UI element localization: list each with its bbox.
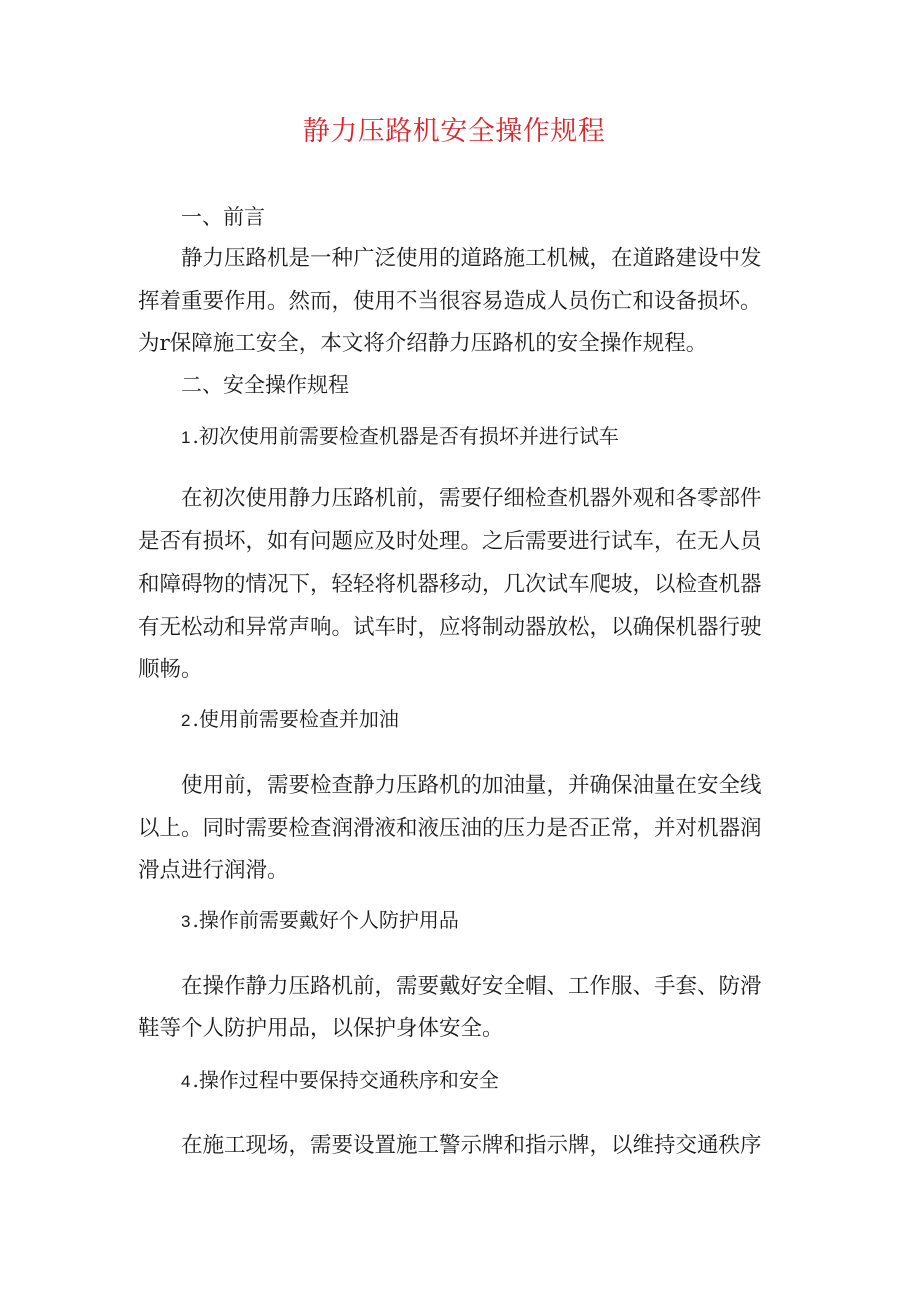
- section-heading-procedures: 二、安全操作规程: [181, 373, 349, 397]
- item-number: 2: [181, 711, 191, 730]
- item-heading: [181, 704, 399, 736]
- item-title: .使用前需要检查并加油: [192, 707, 399, 731]
- paragraph-line: 和障碍物的情况下，轻轻将机器移动，几次试车爬坡，以检查机器: [138, 572, 762, 597]
- item-title: .操作过程中要保持交通秩序和安全: [192, 1068, 499, 1092]
- paragraph-line: 鞋等个人防护用品，以保护身体安全。: [138, 1016, 504, 1041]
- item-title: .初次使用前需要检查机器是否有损坏并进行试车: [192, 424, 619, 448]
- paragraph-line: 顺畅。: [138, 657, 203, 682]
- paragraph-line: 以上。同时需要检查润滑液和液压油的压力是否正常，并对机器润: [138, 816, 762, 841]
- paragraph-line: 滑点进行润滑。: [138, 858, 289, 883]
- item-number: 3: [181, 912, 191, 931]
- paragraph-line: 有无松动和异常声响。试车时，应将制动器放松，以确保机器行驶: [138, 615, 762, 640]
- paragraph-line: 挥着重要作用。然而，使用不当很容易造成人员伤亡和设备损坏。: [138, 289, 762, 314]
- item-heading: [181, 905, 459, 937]
- item-number: 4: [181, 1072, 191, 1091]
- paragraph-line: 为r保障施工安全，本文将介绍静力压路机的安全操作规程。: [138, 331, 708, 356]
- section-heading-preface: 一、前言: [181, 205, 265, 229]
- paragraph-line: 在初次使用静力压路机前，需要仔细检查机器外观和各零部件: [181, 486, 762, 511]
- paragraph-line: 是否有损坏，如有问题应及时处理。之后需要进行试车，在无人员: [138, 529, 762, 554]
- item-heading: [181, 1065, 499, 1097]
- document-title: 静力压路机安全操作规程: [302, 116, 606, 147]
- item-title: .操作前需要戴好个人防护用品: [192, 908, 459, 932]
- item-heading: [181, 421, 619, 453]
- paragraph-line: 在操作静力压路机前，需要戴好安全帽、工作服、手套、防滑: [181, 974, 762, 999]
- item-number: 1: [181, 428, 191, 447]
- paragraph-line: 使用前，需要检查静力压路机的加油量，并确保油量在安全线: [181, 773, 762, 798]
- paragraph-line: 静力压路机是一种广泛使用的道路施工机械，在道路建设中发: [181, 246, 762, 271]
- paragraph-line: 在施工现场，需要设置施工警示牌和指示牌，以维持交通秩序: [181, 1133, 762, 1158]
